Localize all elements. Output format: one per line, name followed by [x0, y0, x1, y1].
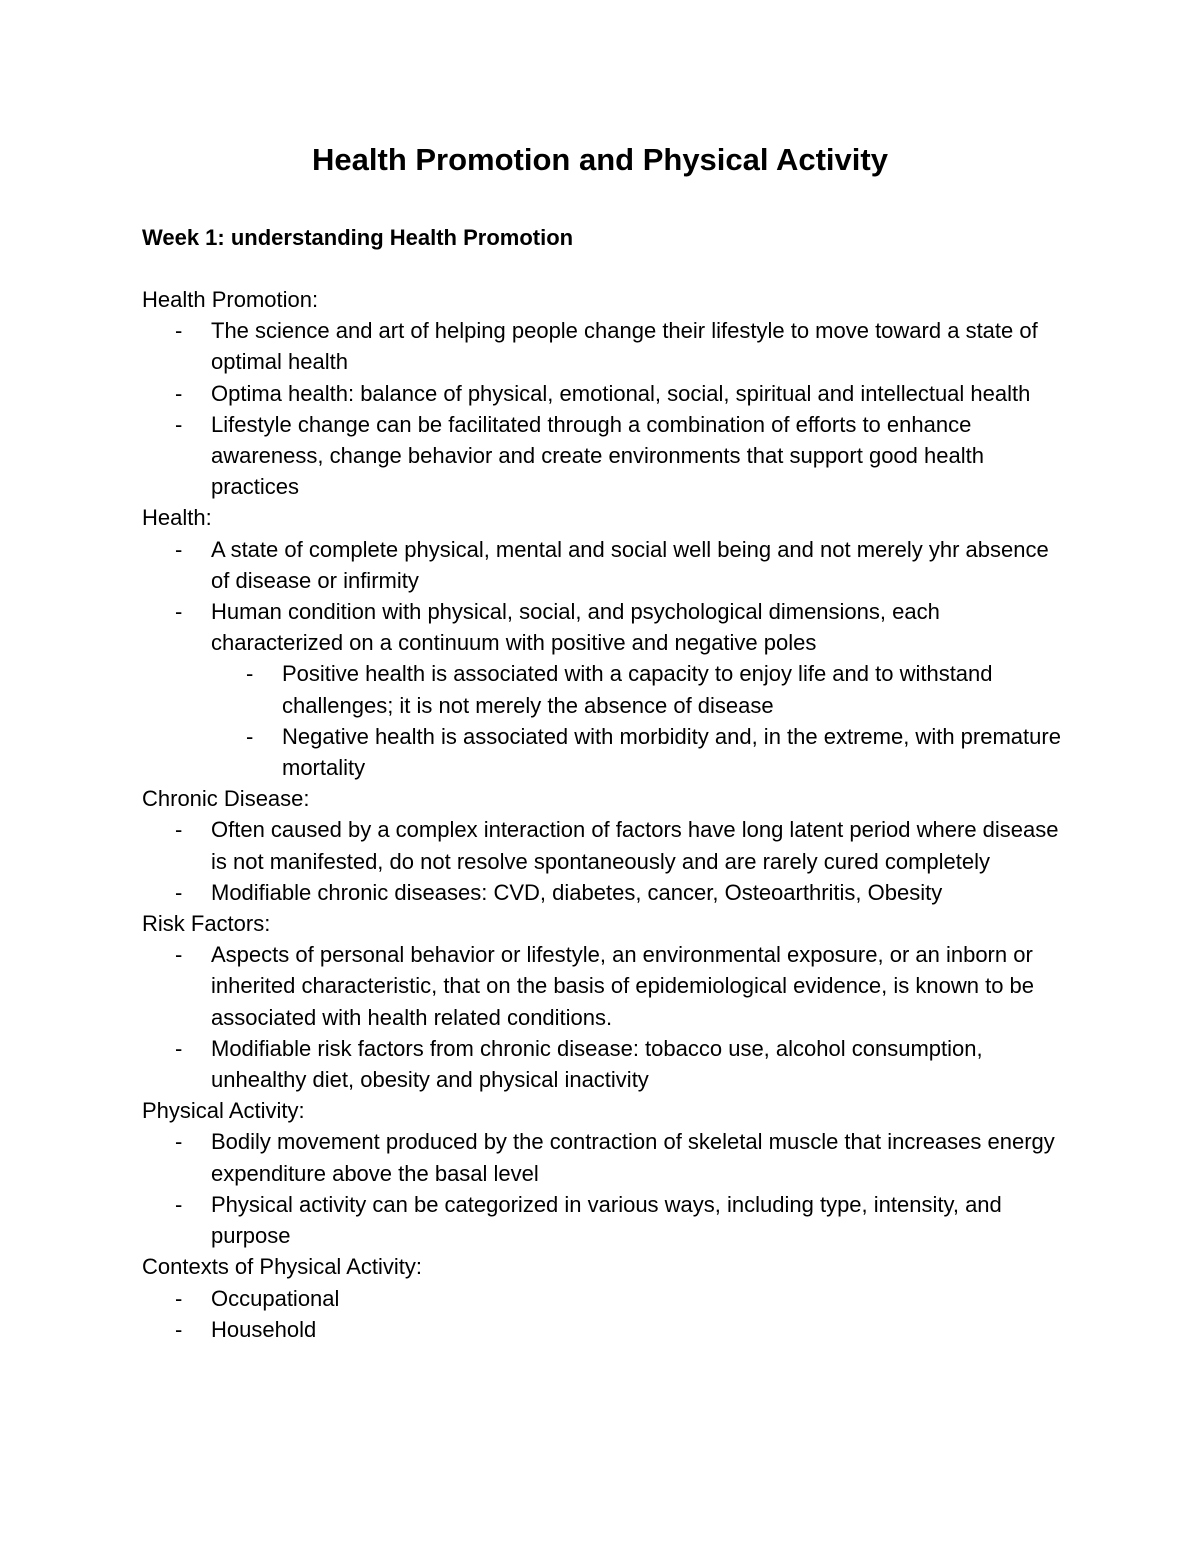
section-contexts-of-physical-activity	[142, 1251, 1072, 1345]
sub-list-item: - Positive health is associated with a capacity to enjoy life and to withstand challenges; it is not merely the absence of disease	[211, 658, 1072, 720]
section-heading: Health:	[142, 505, 212, 531]
week-heading: Week 1: understanding Health Promotion	[142, 225, 574, 250]
list-item: - Aspects of personal behavior or lifestyle, an environmental exposure, or an inborn or inherited characteristic, that on the basis of epidemiological evidence, is known to be associated with health related conditions.	[142, 939, 1072, 1033]
list-item: - Household	[142, 1314, 1072, 1345]
list-item: - Occupational	[142, 1283, 1072, 1314]
list-item-text: Human condition with physical, social, and psychological dimensions, each characterized on a continuum with positive and negative poles	[211, 599, 940, 656]
sub-bullet-list	[211, 658, 1072, 783]
bullet-list	[142, 1283, 1072, 1345]
bullet-list	[142, 814, 1072, 908]
list-item: - Optima health: balance of physical, emotional, social, spiritual and intellectual health	[142, 378, 1072, 409]
section-heading: Health Promotion:	[142, 287, 319, 312]
section-heading: Chronic Disease:	[142, 786, 310, 812]
bullet-list	[142, 315, 1072, 502]
list-item: - Bodily movement produced by the contraction of skeletal muscle that increases energy expenditure above the basal level	[142, 1126, 1072, 1188]
section-heading: Risk Factors:	[142, 911, 271, 937]
sub-list-item: - Negative health is associated with morbidity and, in the extreme, with premature mortality	[211, 721, 1072, 783]
document-body	[142, 284, 1072, 1345]
bullet-list	[142, 534, 1072, 784]
list-item: - Often caused by a complex interaction of factors have long latent period where disease is not manifested, do not resolve spontaneously and are rarely cured completely	[142, 814, 1072, 876]
section-heading: Physical Activity:	[142, 1098, 305, 1124]
bullet-list	[142, 939, 1072, 1095]
section-health	[142, 502, 1072, 783]
list-item-with-subitems	[142, 596, 1072, 783]
section-heading: Contexts of Physical Activity:	[142, 1254, 422, 1280]
list-item: - A state of complete physical, mental and social well being and not merely yhr absence of disease or infirmity	[142, 534, 1072, 596]
list-item: - Lifestyle change can be facilitated through a combination of efforts to enhance awareness, change behavior and create environments that support good health practices	[142, 409, 1072, 503]
section-risk-factors	[142, 908, 1072, 1095]
list-item: - Modifiable risk factors from chronic disease: tobacco use, alcohol consumption, unhealthy diet, obesity and physical inactivity	[142, 1033, 1072, 1095]
bullet-list	[142, 1126, 1072, 1251]
list-item: - The science and art of helping people change their lifestyle to move toward a state of optimal health	[142, 315, 1072, 377]
list-item: - Modifiable chronic diseases: CVD, diabetes, cancer, Osteoarthritis, Obesity	[142, 877, 1072, 908]
list-item: - Physical activity can be categorized in various ways, including type, intensity, and purpose	[142, 1189, 1072, 1251]
section-chronic-disease	[142, 783, 1072, 908]
section-physical-activity	[142, 1095, 1072, 1251]
section-health-promotion	[142, 284, 1072, 502]
document-title: Health Promotion and Physical Activity	[312, 142, 888, 177]
